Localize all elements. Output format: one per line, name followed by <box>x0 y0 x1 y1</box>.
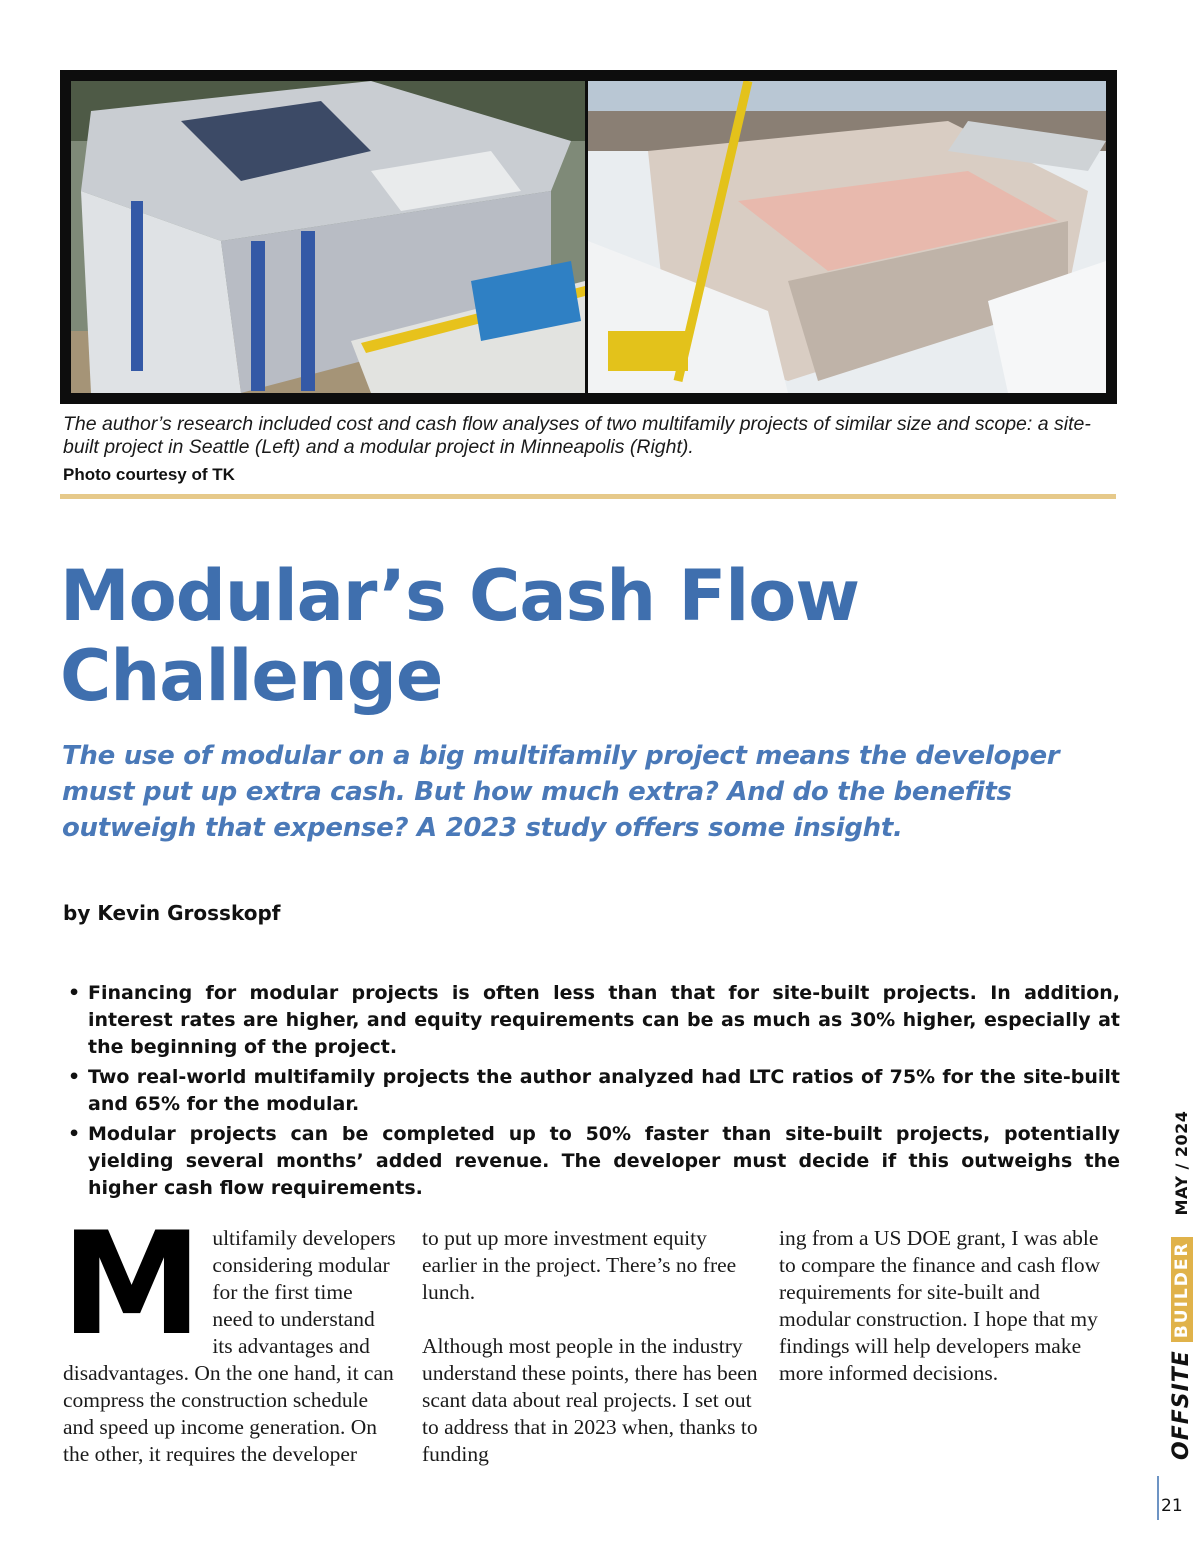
key-point-text: Modular projects can be completed up to 50% faster than site-built projects, potentially yielding several months’ added revenue. The developer must decide if this outweighs the higher cash flow requirements. <box>88 1123 1120 1199</box>
photo-modular-minneapolis <box>588 81 1106 393</box>
article-photo <box>60 70 1117 404</box>
key-point <box>68 980 1120 1061</box>
bullet-marker: • <box>68 1066 81 1088</box>
body-paragraph: ing from a US DOE grant, I was able to compare the finance and cash flow requirements for site-built and modular construction. I hope that my findings will help developers make more informed decisions. <box>779 1226 1101 1385</box>
key-point-text: Two real-world multifamily projects the author analyzed had LTC ratios of 75% for the site-built and 65% for the modular. <box>88 1066 1120 1115</box>
article-byline: by Kevin Grosskopf <box>63 901 281 925</box>
folio-text <box>1169 1111 1194 1460</box>
page-number: 21 <box>1161 1496 1183 1516</box>
body-column-3 <box>779 1225 1115 1414</box>
drop-cap: M <box>61 1202 203 1367</box>
photo-credit: Photo courtesy of TK <box>63 465 235 484</box>
bullet-marker: • <box>68 982 81 1004</box>
body-column-2 <box>422 1225 758 1495</box>
body-paragraph: to put up more investment equity earlier in the project. There’s no free lunch. <box>422 1226 737 1304</box>
body-text: ultifamily developers considering modular for the first time need to understand its advantages and disadvantages. On the one hand, it can compress the construction schedule and speed up income generation. On the other, it requires the developer <box>63 1226 396 1466</box>
photo-site-built-seattle <box>71 81 585 393</box>
key-point <box>68 1121 1120 1202</box>
issue-date: MAY / 2024 <box>1172 1110 1191 1216</box>
magazine-folio <box>1148 1110 1194 1470</box>
brand-name-builder: BUILDER <box>1171 1237 1193 1342</box>
body-column-1 <box>61 1202 398 1495</box>
body-paragraph: Although most people in the industry understand these points, there has been scant data about real projects. I set out to address that in 2023 when, thanks to funding <box>422 1334 758 1466</box>
body-paragraph <box>61 1202 398 1468</box>
photo-caption: The author’s research included cost and cash flow analyses of two multifamily projects of similar size and scope: a site-built project in Seattle (Left) and a modular project in Minneapolis (Right). <box>63 413 1091 458</box>
key-point <box>68 1064 1120 1118</box>
bullet-marker: • <box>68 1123 81 1145</box>
key-points-list <box>68 980 1120 1205</box>
divider-rule <box>60 494 1116 499</box>
article-deck: The use of modular on a big multifamily project means the developer must put up extra cash. But how much extra? And do the benefits outweigh that expense? A 2023 study offers some insight. <box>62 741 1060 843</box>
folio-rule <box>1157 1476 1159 1520</box>
article-headline: Modular’s Cash Flow Challenge <box>60 555 860 717</box>
brand-name-offsite: OFFSITE <box>1169 1350 1194 1460</box>
key-point-text: Financing for modular projects is often less than that for site-built projects. In addition, interest rates are higher, and equity requirements can be as much as 30% higher, especially at the beginning of the project. <box>88 982 1120 1058</box>
